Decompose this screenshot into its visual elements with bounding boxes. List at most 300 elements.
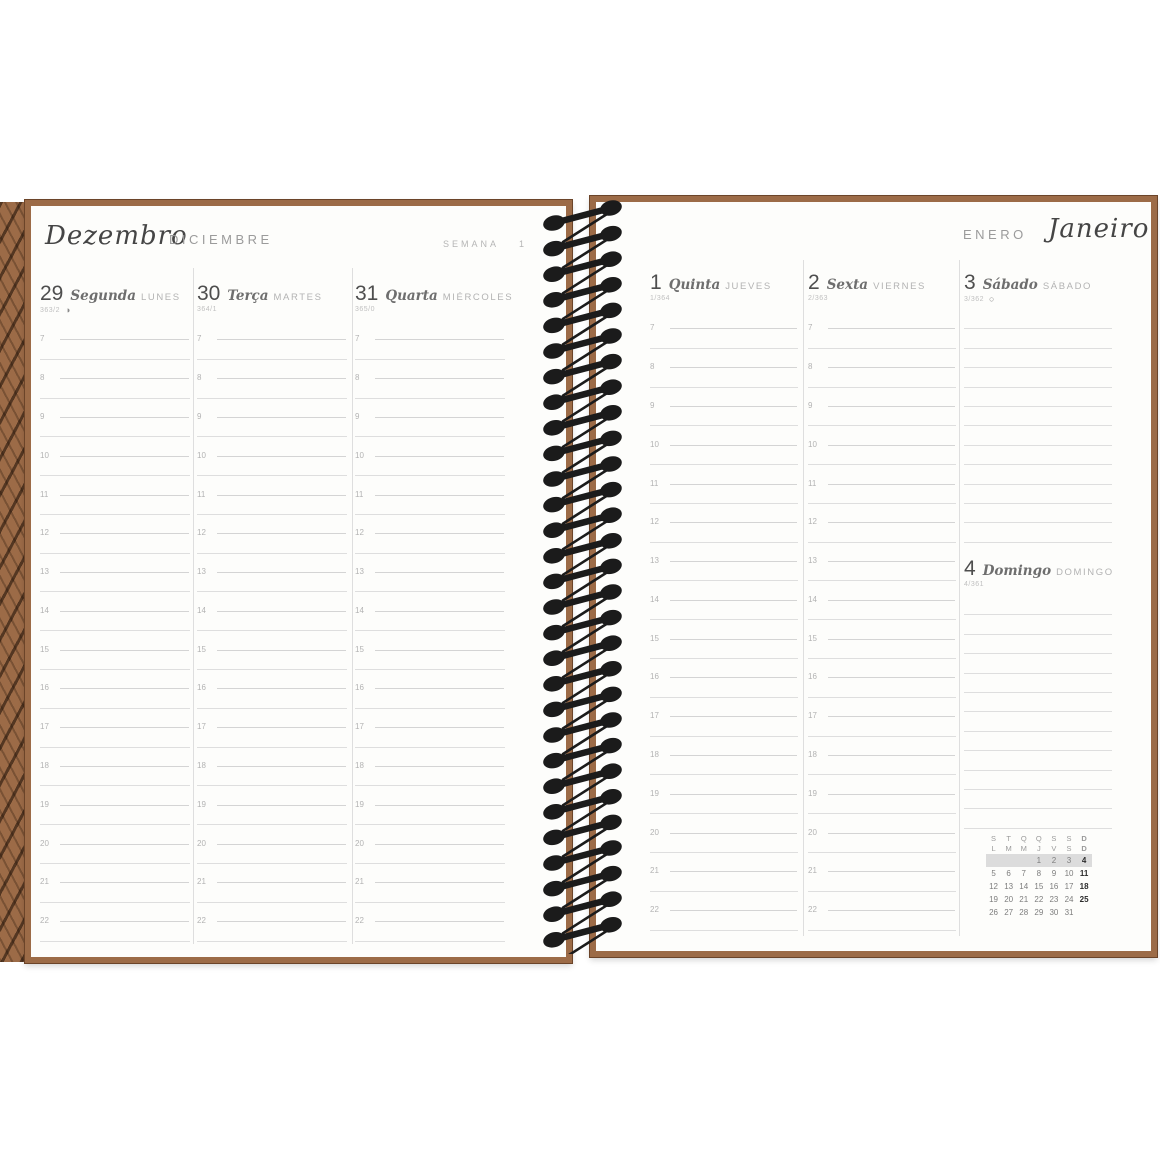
calendar-weekday-es: M: [1020, 844, 1027, 854]
half-hour-line: [197, 883, 347, 902]
hour-label: 14: [355, 605, 364, 615]
hour-line: [650, 814, 798, 837]
hour-line: [650, 620, 798, 643]
day-subline: [650, 295, 798, 302]
half-hour-line: [650, 834, 798, 853]
day-name-spanish: JUEVES: [725, 281, 772, 292]
day-header: [650, 272, 798, 310]
hour-label: 7: [808, 323, 813, 333]
left-page: [25, 200, 572, 963]
day-number: 31: [355, 282, 379, 305]
calendar-day: 12: [989, 881, 998, 891]
hour-label: 19: [808, 788, 817, 798]
day-subline: [355, 306, 505, 313]
moon-phase-icon: ○: [989, 294, 995, 304]
day-name-spanish: MARTES: [273, 292, 323, 303]
half-hour-line: [650, 329, 798, 348]
half-hour-line: [650, 872, 798, 891]
hour-label: 20: [650, 827, 659, 837]
hour-label: 10: [40, 450, 49, 460]
hour-label: 10: [808, 439, 817, 449]
calendar-row: [986, 834, 1092, 844]
hour-line: [650, 465, 798, 488]
hour-line: [40, 592, 190, 615]
hour-line: [197, 321, 347, 344]
rule-line: [964, 596, 1112, 615]
half-hour-line: [650, 911, 798, 930]
hour-label: 11: [808, 478, 817, 488]
hour-label: 13: [40, 567, 49, 577]
half-hour-line: [808, 795, 956, 814]
day-header: [808, 272, 956, 310]
hour-line: [40, 360, 190, 383]
hour-line: [355, 515, 505, 538]
hour-line: [197, 437, 347, 460]
day-name-portuguese: Quinta: [668, 277, 721, 293]
day-of-year-counter: 363/2: [40, 307, 61, 314]
half-hour-line: [355, 728, 505, 747]
day-name-spanish: VIERNES: [873, 281, 926, 292]
hour-label: 7: [40, 334, 45, 344]
hour-line: [355, 321, 505, 344]
right-month-title-portuguese: Janeiro: [1048, 214, 1150, 244]
rule-line: [964, 635, 1112, 654]
day-number: 3: [964, 271, 976, 294]
hour-line: [355, 903, 505, 926]
half-hour-line: [808, 407, 956, 426]
rule-line: [964, 790, 1112, 809]
rule-line: [964, 407, 1112, 426]
half-hour-line: [808, 834, 956, 853]
calendar-day: 9: [1051, 868, 1057, 878]
hour-label: 19: [197, 799, 206, 809]
hour-line: [650, 388, 798, 410]
hour-label: 20: [197, 838, 206, 848]
calendar-weekday-es: L: [991, 844, 996, 854]
hour-line: [40, 437, 190, 460]
hour-label: 15: [40, 644, 49, 654]
hour-line: [40, 515, 190, 538]
day-name-portuguese: Segunda: [70, 288, 136, 304]
hour-line: [40, 631, 190, 654]
hour-line: [650, 737, 798, 759]
day-subline: [964, 295, 1112, 304]
half-hour-line: [808, 756, 956, 775]
rule-line: [964, 349, 1112, 368]
calendar-weekday-es: S: [1066, 844, 1072, 854]
column-divider: [959, 260, 960, 936]
half-hour-line: [650, 562, 798, 581]
rule-line: [964, 809, 1112, 828]
rule-line: [964, 485, 1112, 504]
hour-grid: [355, 321, 505, 942]
hour-label: 18: [650, 749, 659, 759]
hour-line: [650, 659, 798, 682]
hour-line: [808, 388, 956, 410]
calendar-day: 16: [1049, 881, 1059, 891]
hour-label: 12: [355, 528, 364, 538]
calendar-day: 4: [1081, 855, 1087, 865]
day-header: [40, 283, 190, 321]
hour-line: [808, 581, 956, 604]
week-number: 1: [519, 239, 528, 249]
half-hour-line: [650, 640, 798, 659]
hour-line: [40, 864, 190, 887]
half-hour-line: [355, 922, 505, 941]
half-hour-line: [650, 756, 798, 775]
hour-label: 12: [40, 528, 49, 538]
hour-label: 9: [355, 411, 360, 421]
hour-line: [808, 698, 956, 721]
hour-line: [197, 903, 347, 926]
hour-line: [650, 853, 798, 876]
hour-label: 12: [808, 517, 817, 527]
hour-label: 22: [40, 916, 49, 926]
notes-lines-sunday: [964, 596, 1112, 829]
hour-label: 20: [40, 838, 49, 848]
hour-label: 7: [197, 334, 202, 344]
hour-label: 7: [650, 323, 655, 333]
hour-label: 10: [197, 450, 206, 460]
spiral-binding: [533, 198, 633, 954]
hour-label: 19: [355, 799, 364, 809]
day-of-year-counter: 365/0: [355, 306, 376, 313]
hour-line: [808, 504, 956, 527]
hour-line: [355, 399, 505, 421]
hour-grid: [650, 310, 798, 931]
day-subline: [197, 306, 347, 313]
half-hour-line: [197, 806, 347, 825]
day-header: [964, 272, 1112, 310]
half-hour-line: [808, 485, 956, 504]
calendar-day: 11: [1079, 868, 1089, 878]
hour-label: 10: [355, 450, 364, 460]
hour-label: 10: [650, 439, 659, 449]
hour-line: [197, 864, 347, 887]
calendar-day: 13: [1004, 881, 1014, 891]
hour-line: [197, 709, 347, 732]
day-title: [808, 272, 956, 293]
hour-line: [355, 631, 505, 654]
hour-line: [650, 698, 798, 721]
calendar-day: 15: [1034, 881, 1044, 891]
calendar-row: [986, 893, 1092, 906]
hour-line: [355, 360, 505, 383]
half-hour-line: [808, 446, 956, 465]
calendar-day: 28: [1019, 907, 1029, 917]
hour-line: [808, 775, 956, 798]
hour-line: [355, 670, 505, 693]
hour-line: [40, 476, 190, 499]
calendar-weekday-pt: D: [1081, 834, 1087, 844]
hour-label: 17: [40, 722, 49, 732]
half-hour-line: [650, 717, 798, 736]
right-page: [590, 196, 1157, 957]
calendar-day: 8: [1036, 868, 1042, 878]
hour-line: [40, 709, 190, 732]
hour-line: [40, 321, 190, 344]
hour-label: 20: [808, 827, 817, 837]
hour-label: 22: [355, 916, 364, 926]
hour-label: 15: [650, 633, 659, 643]
half-hour-line: [40, 922, 190, 941]
hour-label: 15: [808, 633, 817, 643]
hour-label: 18: [355, 760, 364, 770]
week-label: SEMANA: [443, 239, 500, 249]
rule-line: [964, 446, 1112, 465]
hour-line: [650, 310, 798, 333]
rule-line: [964, 712, 1112, 731]
hour-label: 11: [40, 489, 49, 499]
rule-line: [964, 368, 1112, 387]
hour-label: 13: [355, 567, 364, 577]
half-hour-line: [650, 368, 798, 387]
calendar-weekday-es: M: [1005, 844, 1012, 854]
half-hour-line: [40, 418, 190, 437]
hour-label: 17: [197, 722, 206, 732]
hour-label: 11: [355, 489, 364, 499]
rule-line: [964, 615, 1112, 634]
calendar-day: 19: [989, 894, 998, 904]
hour-line: [40, 903, 190, 926]
hour-label: 18: [197, 760, 206, 770]
hour-label: 12: [197, 528, 206, 538]
calendar-day: 29: [1034, 907, 1044, 917]
calendar-day: 27: [1004, 907, 1014, 917]
day-subline: [40, 306, 190, 315]
day-name-spanish: DOMINGO: [1056, 567, 1114, 578]
half-hour-line: [355, 496, 505, 515]
hour-label: 13: [650, 556, 659, 566]
half-hour-line: [40, 883, 190, 902]
calendar-row: [986, 906, 1092, 919]
day-name-spanish: LUNES: [140, 292, 181, 303]
left-month-title-spanish: DICIEMBRE: [169, 232, 273, 247]
half-hour-line: [355, 573, 505, 592]
hour-label: 12: [650, 517, 659, 527]
calendar-day: 30: [1049, 907, 1059, 917]
hour-line: [808, 814, 956, 837]
half-hour-line: [197, 845, 347, 864]
half-hour-line: [197, 379, 347, 398]
rule-line: [964, 751, 1112, 770]
hour-label: 13: [808, 556, 817, 566]
rule-line: [964, 504, 1112, 523]
half-hour-line: [808, 523, 956, 542]
hour-line: [650, 775, 798, 798]
hour-label: 20: [355, 838, 364, 848]
day-name-portuguese: Domingo: [982, 563, 1052, 579]
half-hour-line: [197, 767, 347, 786]
day-of-year-counter: 3/362: [964, 296, 985, 303]
hour-line: [808, 310, 956, 333]
hour-label: 18: [40, 760, 49, 770]
day-header: [355, 282, 514, 321]
half-hour-line: [40, 379, 190, 398]
half-hour-line: [40, 689, 190, 708]
hour-label: 16: [40, 683, 49, 693]
half-hour-line: [808, 911, 956, 930]
rule-line: [964, 771, 1112, 790]
half-hour-line: [197, 612, 347, 631]
hour-label: 21: [40, 877, 49, 887]
hour-label: 17: [808, 711, 817, 721]
half-hour-line: [808, 562, 956, 581]
half-hour-line: [197, 534, 347, 553]
day-header: [197, 283, 347, 321]
hour-label: 15: [355, 644, 364, 654]
day-name-portuguese: Quarta: [385, 288, 438, 304]
half-hour-line: [197, 922, 347, 941]
calendar-day: 14: [1019, 881, 1029, 891]
hour-line: [650, 426, 798, 449]
half-hour-line: [197, 418, 347, 437]
hour-label: 9: [808, 400, 813, 410]
half-hour-line: [355, 689, 505, 708]
hour-label: 16: [650, 672, 659, 682]
half-hour-line: [808, 329, 956, 348]
rule-line: [964, 310, 1112, 329]
hour-line: [197, 786, 347, 809]
column-divider: [193, 268, 194, 944]
moon-phase-icon: ◑: [65, 305, 71, 315]
half-hour-line: [197, 728, 347, 747]
hour-label: 14: [197, 605, 206, 615]
day-name-portuguese: Sexta: [826, 277, 869, 293]
hour-line: [197, 515, 347, 538]
hour-label: 19: [650, 788, 659, 798]
calendar-weekday-pt: S: [1051, 834, 1057, 844]
day-title: [355, 282, 514, 305]
hour-line: [197, 748, 347, 770]
calendar-day: 5: [991, 868, 996, 878]
calendar-day: 7: [1021, 868, 1026, 878]
calendar-day: 18: [1079, 881, 1089, 891]
left-month-title-portuguese: Dezembro: [45, 221, 188, 251]
half-hour-line: [197, 689, 347, 708]
half-hour-line: [355, 806, 505, 825]
half-hour-line: [40, 534, 190, 553]
calendar-day: 31: [1064, 907, 1074, 917]
day-number: 2: [808, 271, 820, 294]
calendar-row: [986, 854, 1092, 867]
half-hour-line: [355, 418, 505, 437]
calendar-day: 21: [1019, 894, 1029, 904]
rule-line: [964, 732, 1112, 751]
hour-line: [808, 737, 956, 759]
half-hour-line: [355, 883, 505, 902]
half-hour-line: [808, 368, 956, 387]
day-number: 4: [964, 557, 976, 580]
calendar-weekday-pt: Q: [1035, 834, 1042, 844]
hour-label: 11: [197, 489, 206, 499]
hour-label: 22: [650, 905, 659, 915]
hour-label: 8: [355, 373, 360, 383]
hour-label: 13: [197, 567, 206, 577]
calendar-weekday-es: V: [1051, 844, 1057, 854]
hour-line: [808, 659, 956, 682]
calendar-weekday-pt: T: [1006, 834, 1011, 844]
half-hour-line: [197, 651, 347, 670]
hour-label: 14: [40, 605, 49, 615]
hour-line: [197, 360, 347, 383]
hour-label: 9: [197, 411, 202, 421]
week-indicator: [443, 239, 527, 249]
half-hour-line: [40, 573, 190, 592]
day-subline: [964, 581, 1112, 588]
hour-line: [197, 825, 347, 848]
hour-line: [355, 786, 505, 809]
hour-line: [40, 399, 190, 421]
hour-line: [650, 892, 798, 915]
calendar-weekday-es: J: [1036, 844, 1041, 854]
day-number: 30: [197, 282, 221, 305]
hour-line: [40, 670, 190, 693]
calendar-day: 23: [1049, 894, 1059, 904]
calendar-day: 1: [1036, 855, 1042, 865]
hour-label: 18: [808, 749, 817, 759]
calendar-day: 22: [1034, 894, 1044, 904]
hour-label: 8: [650, 362, 655, 372]
half-hour-line: [197, 573, 347, 592]
half-hour-line: [355, 612, 505, 631]
hour-label: 8: [197, 373, 202, 383]
day-name-portuguese: Terça: [227, 288, 269, 304]
column-divider: [803, 260, 804, 936]
hour-label: 16: [808, 672, 817, 682]
calendar-day: 3: [1066, 855, 1072, 865]
half-hour-line: [197, 457, 347, 476]
half-hour-line: [40, 728, 190, 747]
half-hour-line: [40, 496, 190, 515]
hour-label: 16: [197, 683, 206, 693]
hour-label: 16: [355, 683, 364, 693]
hour-line: [650, 504, 798, 527]
hour-grid: [40, 321, 190, 942]
half-hour-line: [808, 872, 956, 891]
day-title: [650, 272, 798, 293]
day-of-year-counter: 1/364: [650, 295, 671, 302]
day-column-wednesday-31: [355, 282, 514, 942]
hour-label: 21: [808, 866, 817, 876]
hour-line: [650, 543, 798, 566]
hour-line: [355, 825, 505, 848]
day-number: 1: [650, 271, 662, 294]
hour-line: [197, 554, 347, 577]
day-column-monday-29: [40, 283, 190, 942]
half-hour-line: [355, 651, 505, 670]
calendar-day: 17: [1064, 881, 1074, 891]
day-column-thursday-1: [650, 272, 798, 931]
half-hour-line: [650, 523, 798, 542]
half-hour-line: [355, 767, 505, 786]
day-column-friday-2: [808, 272, 956, 931]
hour-line: [355, 437, 505, 460]
hour-line: [808, 892, 956, 915]
calendar-day: 20: [1004, 894, 1014, 904]
calendar-weekday-pt: Q: [1020, 834, 1027, 844]
hour-label: 8: [40, 373, 45, 383]
half-hour-line: [40, 651, 190, 670]
hour-line: [355, 748, 505, 770]
hour-label: 22: [808, 905, 817, 915]
calendar-row: [986, 844, 1092, 854]
hour-label: 14: [650, 594, 659, 604]
rule-line: [964, 426, 1112, 445]
half-hour-line: [650, 795, 798, 814]
hour-label: 17: [355, 722, 364, 732]
rule-line: [964, 388, 1112, 407]
